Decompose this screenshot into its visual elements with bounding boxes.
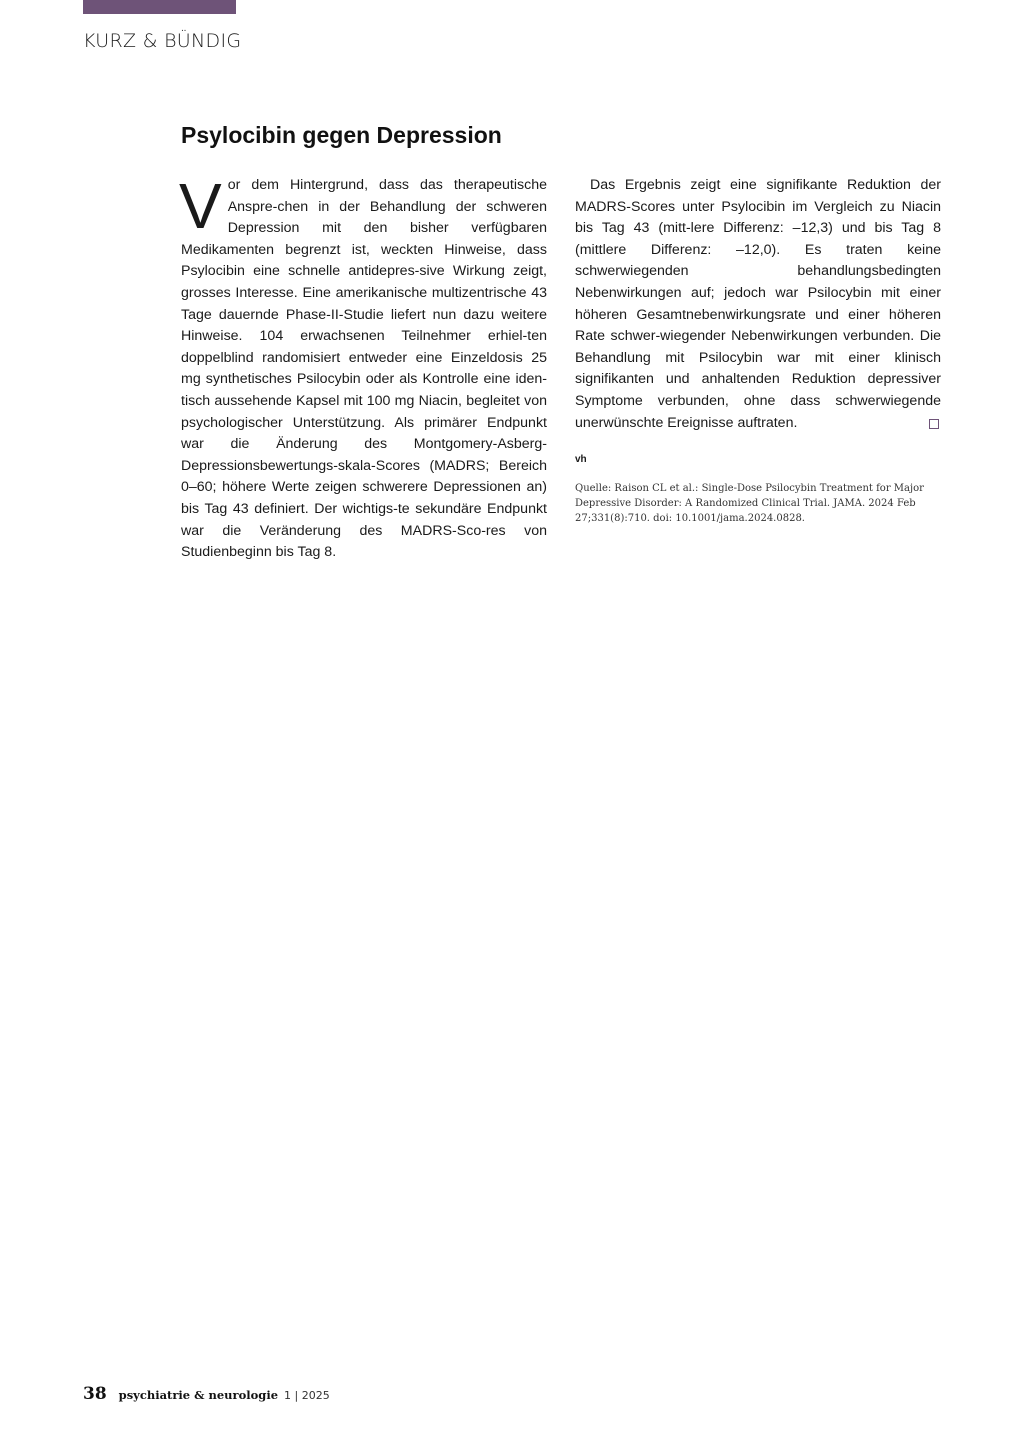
author-initials: vh bbox=[575, 454, 587, 466]
article-title: Psylocibin gegen Depression bbox=[181, 122, 502, 148]
left-column-text: or dem Hintergrund, dass das therapeutische Anspre-chen in der Behandlung der schweren Depression mit den bisher verfügbaren Medikamenten begrenzt ist, weckten Hinweise, dass Psylocibin eine schnelle antidepres-sive Wirkung zeigt, grosses Interesse. Eine amerikanische multizentrische 43 Tage dauernde Phase-II-Studie liefert nun dazu weitere Hinweise. 104 erwachsenen Teilnehmer erhiel-ten doppelblind randomisiert entweder eine Einzeldosis 25 mg synthetisches Psilocybin oder als Kontrolle eine iden-tisch aussehende Kapsel mit 100 mg Niacin, begleitet von psychologischer Unterstützung. Als primärer Endpunkt war die Änderung des Montgomery-Asberg-Depressionsbewertungs-skala-Scores (MADRS; Bereich 0–60; höhere Werte zeigen schwerere Depressionen an) bis Tag 43 definiert. Der wichtigs-te sekundäre Endpunkt war die Veränderung des MADRS-Sco-res von Studienbeginn bis Tag 8. bbox=[181, 177, 547, 561]
right-column-text: Das Ergebnis zeigt eine signifikante Reduktion der MADRS-Scores unter Psylocibin im Vergleich zu Niacin bis Tag 43 (mitt-lere Differenz: –12,3) und bis Tag 8 (mittlere Differenz: –12,0). Es traten keine schwerwiegenden behandlungsbedingten Nebenwirkungen auf; jedoch war Psilocybin mit einer höheren Gesamtnebenwirkungsrate und einer höheren Rate schwer-wiegender Nebenwirkungen verbunden. Die Behandlung mit Psilocybin war mit einer klinisch signifikanten und anhaltenden Reduktion depressiver Symptome verbunden, ohne dass schwerwiegende unerwünschte Ereignisse auftraten. bbox=[575, 177, 941, 431]
right-column bbox=[575, 175, 941, 526]
section-label: KURZ & BÜNDIG bbox=[83, 30, 242, 52]
drop-cap: V bbox=[179, 170, 222, 242]
left-column bbox=[179, 170, 547, 564]
journal-name: psychiatrie & neurologie bbox=[118, 1388, 279, 1402]
page-footer bbox=[83, 1384, 330, 1404]
source-citation: Quelle: Raison CL et al.: Single-Dose Psilocybin Treatment for Major Depressive Disorder: A Randomized Clinical Trial. JAMA. 2024 Feb 27;331(8):710. doi: 10.1001/jama.2024.0828. bbox=[575, 483, 924, 525]
issue-number: 1 | 2025 bbox=[284, 1389, 330, 1402]
body-paragraph-2 bbox=[575, 175, 941, 434]
page-number: 38 bbox=[83, 1384, 107, 1404]
end-of-article-icon bbox=[929, 419, 939, 429]
body-paragraph-1 bbox=[179, 170, 547, 564]
section-accent-bar bbox=[83, 0, 236, 14]
